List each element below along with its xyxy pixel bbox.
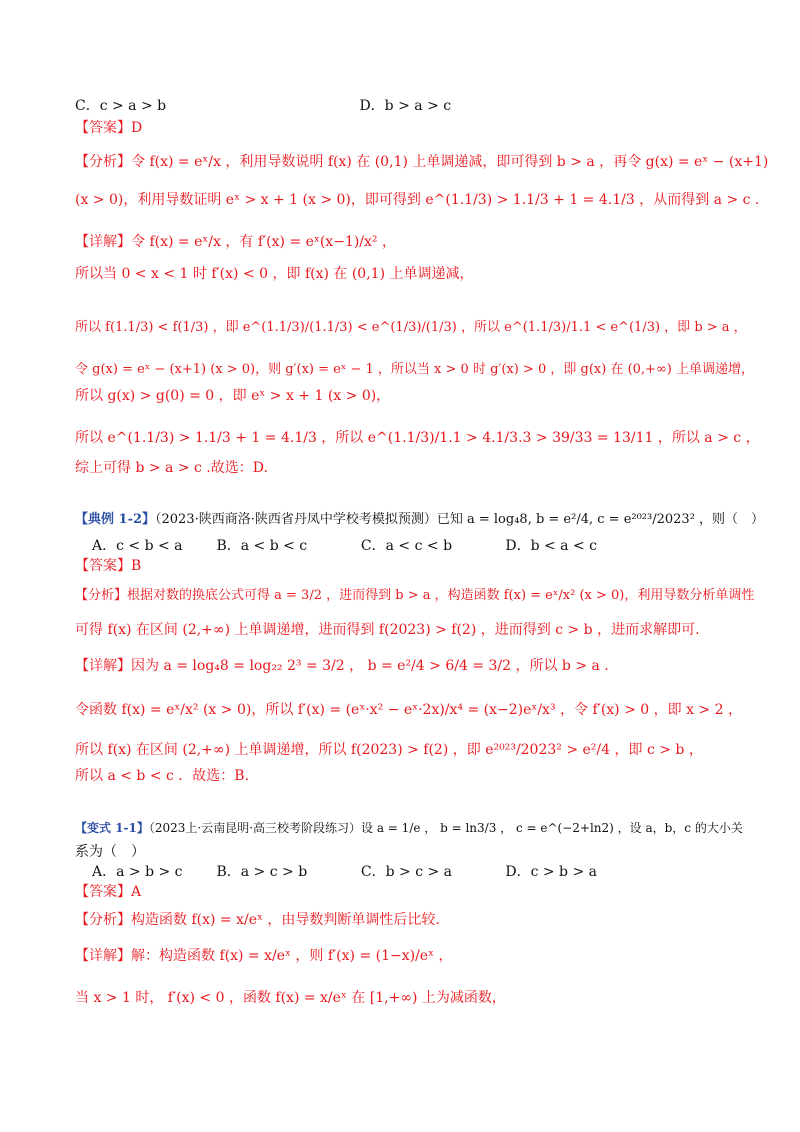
detail-line: [75, 360, 754, 380]
detail-text: 令函数 f(x) = eˣ/x² (x > 0)，所以 f′(x) = (eˣ·x² − eˣ·2x)/x⁴ = (x−2)eˣ/x³ ，令 f′(x) > 0 ，即 x > 2 ，: [75, 702, 742, 718]
analysis-text: 可得 f(x) 在区间 (2,+∞) 上单调递增，进而得到 f(2023) > f(2) ，进而得到 c > b ，进而求解即可.: [75, 622, 700, 638]
detail-text: 因为 a = log₄8 = log₂₂ 2³ = 3/2 ， b = e²/4 > 6/4 = 3/2 ，所以 b > a .: [131, 658, 609, 674]
detail-line: [75, 264, 473, 284]
detail-line: [75, 318, 747, 338]
analysis-line: [75, 910, 440, 930]
detail-tag: 【详解】: [75, 658, 131, 674]
detail-text: 所以 f(x) 在区间 (2,+∞) 上单调递增，所以 f(2023) > f(2) ，即 e²⁰²³/2023² > e²/4 ，即 c > b ，: [75, 742, 703, 758]
detail-text: 所以 e^(1.1/3) > 1.1/3 + 1 = 4.1/3 ，所以 e^(1.1/3)/1.1 > 4.1/3.3 > 39/33 = 13/11 ，所以 a > c ，: [75, 430, 760, 446]
detail-text: 所以 f(1.1/3) < f(1/3) ，即 e^(1.1/3)/(1.1/3) < e^(1/3)/(1/3) ，所以 e^(1.1/3)/1.1 < e^(1/3) ，即 b > a ，: [75, 320, 747, 335]
option-c: C．c > a > b: [75, 98, 167, 114]
analysis-line-2: [75, 190, 759, 210]
analysis-line: [75, 586, 754, 606]
analysis-text: 令 f(x) = eˣ/x ，利用导数说明 f(x) 在 (0,1) 上单调递减，即可得到 b > a ，再令 g(x) = eˣ − (x+1): [131, 154, 769, 170]
option-d: D．b > a > c: [359, 98, 452, 114]
option-b: B．a > c > b: [216, 864, 308, 880]
options-row: [92, 536, 597, 556]
question-text: （2023·陕西商洛·陕西省丹凤中学校考模拟预测）已知 a = log₄8, b = e²/4, c = e²⁰²³/2023² ，则（ ）: [155, 512, 765, 527]
detail-line: [75, 988, 506, 1008]
detail-line: [75, 232, 396, 252]
question-text: （2023上·云南昆明·高三校考阶段练习）设 a = 1/e ， b = ln3/3 ， c = e^(−2+ln2) ，设 a，b，c 的大小关: [148, 821, 743, 835]
analysis-line-2: [75, 620, 700, 640]
analysis-line: [75, 152, 768, 172]
detail-line: [75, 386, 390, 406]
detail-text: 所以 a < b < c ．故选：B.: [75, 768, 250, 784]
detail-text: 所以 g(x) > g(0) = 0 ，即 eˣ > x + 1 (x > 0)，: [75, 388, 391, 404]
detail-text: 当 x > 1 时， f′(x) < 0 ，函数 f(x) = x/eˣ 在 [1,+∞) 上为减函数，: [75, 990, 506, 1006]
analysis-text: 根据对数的换底公式可得 a = 3/2 ，进而得到 b > a ，构造函数 f(x) = eˣ/x² (x > 0)，利用导数分析单调性: [127, 588, 755, 603]
options-row: [75, 96, 451, 116]
answer-line: [75, 118, 142, 138]
answer-tag: 【答案】: [75, 120, 131, 136]
analysis-tag: 【分析】: [75, 588, 128, 603]
question-title-2: [75, 842, 145, 862]
option-a: A．c < b < a: [92, 538, 183, 554]
analysis-text: (x > 0)，利用导数证明 eˣ > x + 1 (x > 0)，即可得到 e^(1.1/3) > 1.1/3 + 1 = 4.1/3 ，从而得到 a > c .: [75, 192, 760, 208]
answer-line: [75, 882, 141, 902]
detail-text: 令 f(x) = eˣ/x ，有 f′(x) = eˣ(x−1)/x² ，: [131, 234, 396, 250]
answer-value: B: [131, 558, 142, 574]
option-c: C．b > c > a: [360, 864, 453, 880]
option-d: D．c > b > a: [505, 864, 597, 880]
detail-line: [75, 740, 703, 760]
options-row: [92, 862, 597, 882]
question-title: [75, 818, 743, 838]
detail-line: [75, 946, 452, 966]
detail-text: 令 g(x) = eˣ − (x+1) (x > 0)，则 g′(x) = eˣ − 1 ，所以当 x > 0 时 g′(x) > 0 ，即 g(x) 在 (0,+∞) 上单调递增，: [75, 362, 754, 377]
analysis-text: 构造函数 f(x) = x/eˣ ，由导数判断单调性后比较.: [131, 912, 440, 928]
question-tag: 【变式 1-1】: [75, 821, 149, 835]
detail-text: 综上可得 b > a > c .故选：D.: [75, 460, 268, 476]
option-a: A．a > b > c: [92, 864, 183, 880]
detail-line: [75, 656, 609, 676]
detail-line: [75, 428, 760, 448]
option-d: D．b < a < c: [505, 538, 597, 554]
answer-value: D: [131, 120, 143, 136]
detail-line: [75, 766, 249, 786]
analysis-tag: 【分析】: [75, 912, 131, 928]
detail-text: 解：构造函数 f(x) = x/eˣ ，则 f′(x) = (1−x)/eˣ ，: [131, 948, 453, 964]
option-b: B．a < b < c: [216, 538, 308, 554]
answer-line: [75, 556, 141, 576]
question-tag: 【典例 1-2】: [75, 512, 156, 527]
answer-tag: 【答案】: [75, 558, 131, 574]
detail-tag: 【详解】: [75, 948, 131, 964]
question-text: 系为（ ）: [75, 844, 145, 860]
answer-tag: 【答案】: [75, 884, 131, 900]
detail-tag: 【详解】: [75, 234, 131, 250]
question-title: [75, 510, 764, 530]
answer-value: A: [131, 884, 142, 900]
detail-line: [75, 458, 268, 478]
option-c: C．a < c < b: [360, 538, 453, 554]
detail-text: 所以当 0 < x < 1 时 f′(x) < 0 ，即 f(x) 在 (0,1) 上单调递减，: [75, 266, 474, 282]
analysis-tag: 【分析】: [75, 154, 131, 170]
detail-line: [75, 700, 742, 720]
